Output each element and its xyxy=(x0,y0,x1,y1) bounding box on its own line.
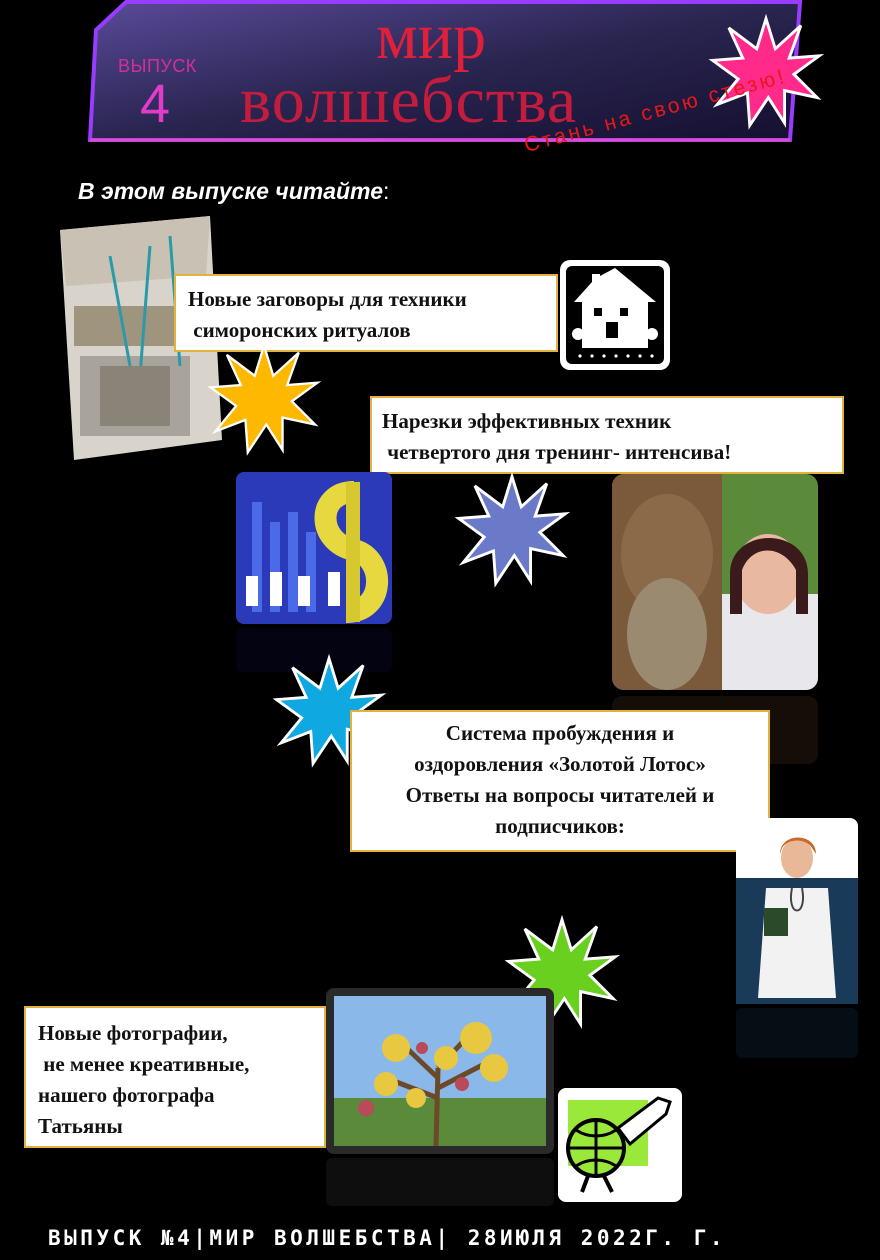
article-3-line: подписчиков: xyxy=(495,814,625,838)
yellow-star-decoration xyxy=(206,340,322,458)
article-1-line: симоронских ритуалов xyxy=(188,318,411,342)
tree-photo xyxy=(326,988,554,1206)
article-box-3 xyxy=(350,710,770,852)
article-box-2 xyxy=(370,396,844,474)
footer-line: ВЫПУСК №4|МИР ВОЛШЕБСТВА| 28ИЮЛЯ 2022Г. Г. xyxy=(48,1226,727,1250)
article-2-line: Нарезки эффективных техник xyxy=(382,409,672,433)
lavender-star-decoration xyxy=(454,470,570,590)
article-box-4 xyxy=(24,1006,326,1148)
money-graph-clipart xyxy=(236,472,392,672)
article-4-line: нашего фотографа xyxy=(38,1083,215,1107)
issue-label: ВЫПУСК xyxy=(118,56,197,76)
magazine-title-line1: мир xyxy=(376,0,487,73)
globe-rocket-icon xyxy=(558,1088,682,1202)
intro-colon: : xyxy=(383,178,390,204)
article-3-line: Ответы на вопросы читателей и xyxy=(405,783,715,807)
article-2-line: четвертого дня тренинг- интенсива! xyxy=(382,440,732,464)
doctor-clipart xyxy=(736,818,858,1058)
article-1-line: Новые заговоры для техники xyxy=(188,287,467,311)
magazine-title-line2: волшебства xyxy=(240,64,578,137)
article-4-line: не менее креативные, xyxy=(38,1052,250,1076)
article-4-line: Новые фотографии, xyxy=(38,1021,228,1045)
article-4-line: Татьяны xyxy=(38,1114,123,1138)
issue-number: 4 xyxy=(140,74,171,134)
article-3-line: оздоровления «Золотой Лотос» xyxy=(414,752,706,776)
house-icon xyxy=(560,260,670,370)
intro-text: В этом выпуске читайте xyxy=(78,178,383,204)
slogan: Стань на свою стезю! xyxy=(521,64,790,158)
article-3-line: Система пробуждения и xyxy=(445,721,675,745)
intro-heading xyxy=(78,178,389,205)
